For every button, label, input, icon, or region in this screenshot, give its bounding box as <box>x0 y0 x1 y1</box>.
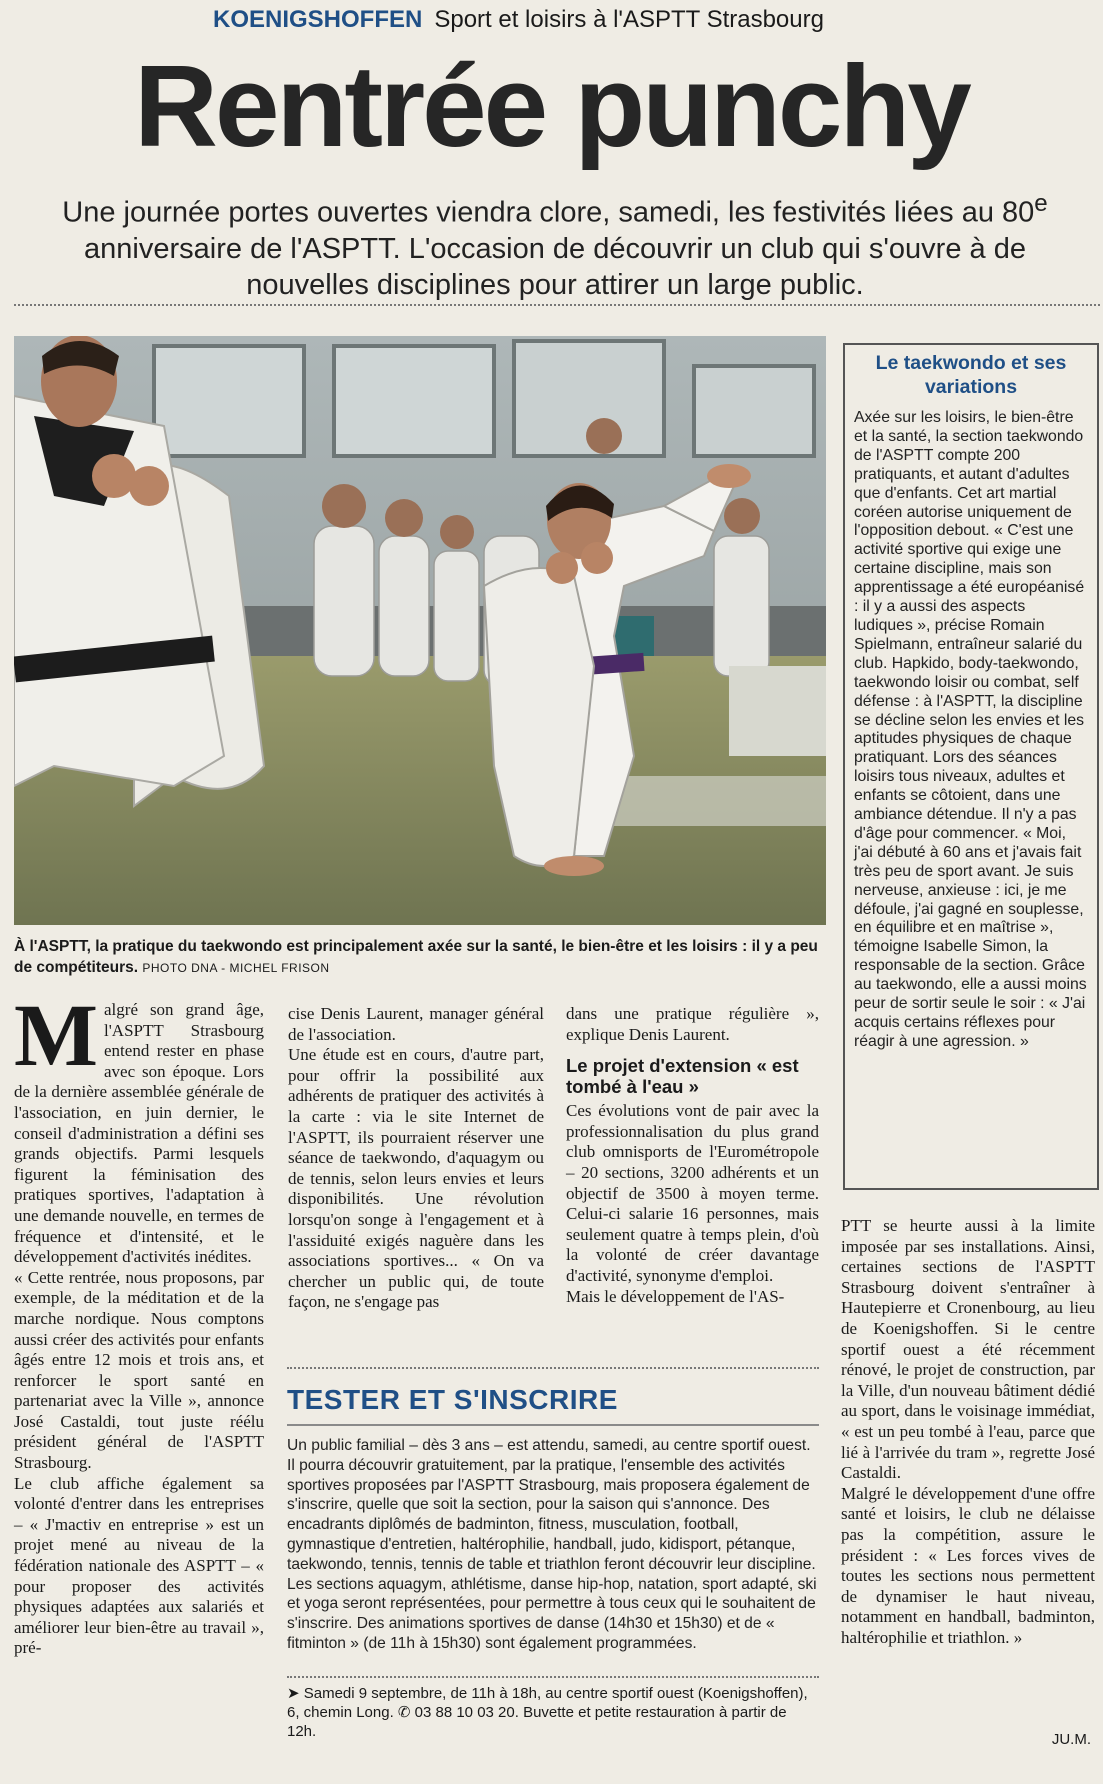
article-column-1 <box>14 987 264 1659</box>
author-signature: JU.M. <box>1051 1731 1091 1748</box>
top-divider <box>14 304 1100 306</box>
box-text: Un public familial – dès 3 ans – est attendu, samedi, au centre sportif ouest. Il pourra découvrir gratuitement, par la pratique, l'ensemble des activités sportives proposées par l'ASPTT Strasbourg, mais proposera également de s'inscrire, quelle que soit la section, pour la saison qui s'annonce. Des encadrants diplômés de badminton, fitness, musculation, football, gymnastique d'entretien, haltérophilie, handball, judo, kidisport, pétanque, taekwondo, tennis, tennis de table et triathlon feront découvrir leur discipline. Les sections aquagym, athlétisme, danse hip-hop, natation, sport adapté, ski et yoga seront représentées, pour permettre à tous ceux qui le souhaitent de s'inscrire. Des animations sportives de danse (14h30 et 15h30) et de « fitminton » (de 11h à 15h30) sont également programmées. <box>287 1437 817 1652</box>
col2-paragraph-2: Une étude est en cours, d'autre part, pour offrir la possibilité aux adhérents de pratiquer des activités à la carte : via le site Internet de l'ASPTT, ils pourraient réserver une séance de taekwondo, d'aquagym ou de tennis, selon leurs envies et leurs disponibilités. Une révolution lorsqu'on songe à l'engagement et à l'assiduité exigés naguère dans les associations sportives... « On va chercher un public qui, de toute façon, ne s'engage pas <box>288 1045 544 1312</box>
col4-paragraph-2: Malgré le développement d'une offre santé et loisirs, le club ne délaisse pas la compétition, assure le président : « Les forces vives de toutes les sections nous permettent de dynamiser le haut niveau, notamment en handball, badminton, haltérophilie et triathlon. » <box>841 1483 1095 1647</box>
box-top-rule <box>287 1367 819 1369</box>
article-column-3 <box>566 1004 819 1307</box>
photo-caption <box>14 936 826 979</box>
lead-paragraph <box>30 186 1080 303</box>
col2-paragraph-1: cise Denis Laurent, manager général de l'association. <box>288 1004 544 1044</box>
photo-credit: PHOTO DNA - MICHEL FRISON <box>142 961 330 975</box>
article-column-4 <box>841 1216 1095 1648</box>
kicker-topic: Sport et loisirs à l'ASPTT Strasbourg <box>434 6 824 33</box>
lead-sup: e <box>1034 190 1048 217</box>
box-title-rule <box>287 1424 819 1426</box>
taekwondo-photo <box>14 336 826 925</box>
lead-part2: anniversaire de l'ASPTT. L'occasion de découvrir un club qui s'ouvre à de nouvelles disciplines pour attirer un large public. <box>84 232 1026 301</box>
col1-paragraph-1: algré son grand âge, l'ASPTT Strasbourg entend rester en phase avec son époque. Lors de la dernière assemblée générale de l'association, en juin dernier, le conseil d'administration a défini ses grands objectifs. Parmi lesquels figurent la féminisation des pratiques sportives, l'adaptation à une demande nouvelle, en termes de fréquence et d'intensité, et le développement d'activités inédites. <box>14 1000 264 1267</box>
col4-paragraph-1: PTT se heurte aussi à la limite imposée par ses installations. Ainsi, certaines sections de l'ASPTT Strasbourg doivent s'entraîner à Hautepierre et Cronenbourg, au lieu de Koenigshoffen. Si le centre sportif ouest a été récemment rénové, le projet de construction, par la Ville, d'un nouveau bâtiment dédié au sport, dans le voisinage immédiat, « est un peu tombé à l'eau, parce que lié à l'arrivée du tram », regrette José Castaldi. <box>841 1216 1095 1483</box>
col3-paragraph-2: Ces évolutions vont de pair avec la professionnalisation du plus grand club omnisports de l'Eurométropole – 20 sections, 3200 adhérents et un objectif de 3500 à moyen terme. Celui-ci salarie 16 personnes, mais seulement quatre à temps plein, d'où la volonté de créer davantage d'activité, synonyme d'emploi. <box>566 1101 819 1285</box>
sidebar-text: Axée sur les loisirs, le bien-être et la santé, la section taekwondo de l'ASPTT compte 200 pratiquants, et autant d'adultes que d'enfants. Cet art martial coréen autorise uniquement de l'opposition debout. « C'est une activité sportive qui exige une certaine discipline, mais son apprentissage a été européanisé : il y a aussi des aspects ludiques », précise Romain Spielmann, entraîneur salarié du club. Hapkido, body-taekwondo, taekwondo loisir ou combat, self défense : à l'ASPTT, la discipline se décline selon les envies et les aptitudes physiques de chaque pratiquant. Lors des séances loisirs tous niveaux, adultes et enfants se côtoient, dans une ambiance détendue. Il n'y a pas d'âge pour commencer. « Moi, j'ai débuté à 60 ans et j'avais fait très peu de sport avant. Je suis nerveuse, anxieuse : ici, je me défoule, j'ai gagné en souplesse, en équilibre et en maîtrise », témoigne Isabelle Simon, la responsable de la section. Grâce au taekwondo, elle a aussi moins peur de sortir seule le soir : « J'ai acquis certains réflexes pour réagir à une agression. » <box>854 409 1087 1050</box>
drop-cap: M <box>14 987 99 1085</box>
photo-illustration <box>14 336 826 925</box>
sidebar-box <box>843 343 1099 1190</box>
arrow-icon: ➤ <box>287 1685 304 1702</box>
col3-subhead: Le projet d'extension « est tombé à l'eau » <box>566 1055 799 1098</box>
lead-part1: Une journée portes ouvertes viendra clore, samedi, les festivités liées au 80 <box>62 196 1035 229</box>
kicker-location: KOENIGSHOFFEN <box>213 6 423 33</box>
box-info-rule <box>287 1676 819 1678</box>
caption-text: À l'ASPTT, la pratique du taekwondo est principalement axée sur la santé, le bien-être et les loisirs : il y a peu de compétiteurs. <box>14 938 818 976</box>
col3-paragraph-3: Mais le développement de l'AS- <box>566 1286 785 1306</box>
box-title: TESTER ET S'INSCRIRE <box>287 1384 618 1415</box>
col3-paragraph-1: dans une pratique régulière », explique Denis Laurent. <box>566 1004 819 1044</box>
article-column-2 <box>288 1004 544 1313</box>
col1-paragraph-2: « Cette rentrée, nous proposons, par exemple, de la méditation et de la marche nordique. Nous comptons aussi créer des activités pour enfants âgés entre 12 mois et trois ans, et renforcer le sport santé en partenariat avec la Ville », annonce José Castaldi, tout juste réélu président général de l'ASPTT Strasbourg. <box>14 1267 264 1473</box>
box-info-text: Samedi 9 septembre, de 11h à 18h, au centre sportif ouest (Koenigshoffen), 6, chemin Long. ✆ 03 88 10 03 20. Buvette et petite restauration à partir de 12h. <box>287 1685 808 1740</box>
headline: Rentrée punchy <box>134 41 969 171</box>
sidebar-title: Le taekwondo et ses variations <box>875 352 1067 398</box>
col1-paragraph-3: Le club affiche également sa volonté d'entrer dans les entreprises – « J'mactiv en entreprise » est un projet mené au niveau de la fédération nationale des ASPTT – « pour proposer des activités physiques adaptées aux salariés et améliorer leur bien-être au travail », pré- <box>14 1473 264 1658</box>
kicker <box>213 6 824 34</box>
box-info <box>287 1684 817 1741</box>
